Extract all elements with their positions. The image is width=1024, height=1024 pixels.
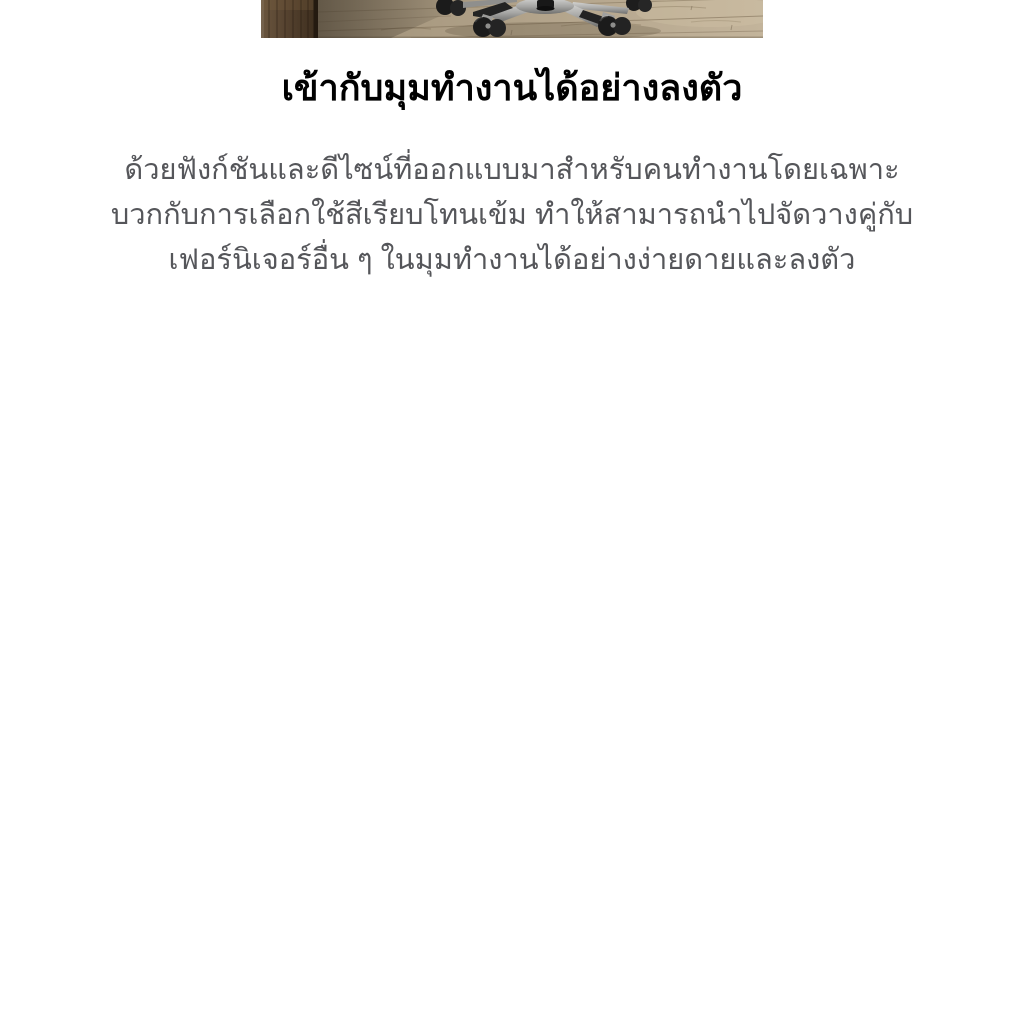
section-heading: เข้ากับมุมทำงานได้อย่างลงตัว bbox=[281, 67, 743, 108]
paragraph-line-1: ด้วยฟังก์ชันและดีไซน์ที่ออกแบบมาสำหรับคนทำงานโดยเฉพาะ bbox=[124, 154, 900, 186]
paragraph-line-2: บวกกับการเลือกใช้สีเรียบโทนเข้ม ทำให้สามารถนำไปจัดวางคู่กับ bbox=[110, 199, 914, 231]
product-image bbox=[261, 0, 763, 38]
desk-leg-panel bbox=[261, 0, 318, 38]
gas-column-base bbox=[537, 6, 555, 11]
product-image-canvas bbox=[261, 0, 763, 38]
paragraph-line-3: เฟอร์นิเจอร์อื่น ๆ ในมุมทำงานได้อย่างง่ายดายและลงตัว bbox=[168, 244, 856, 276]
section-paragraph bbox=[22, 148, 1002, 283]
